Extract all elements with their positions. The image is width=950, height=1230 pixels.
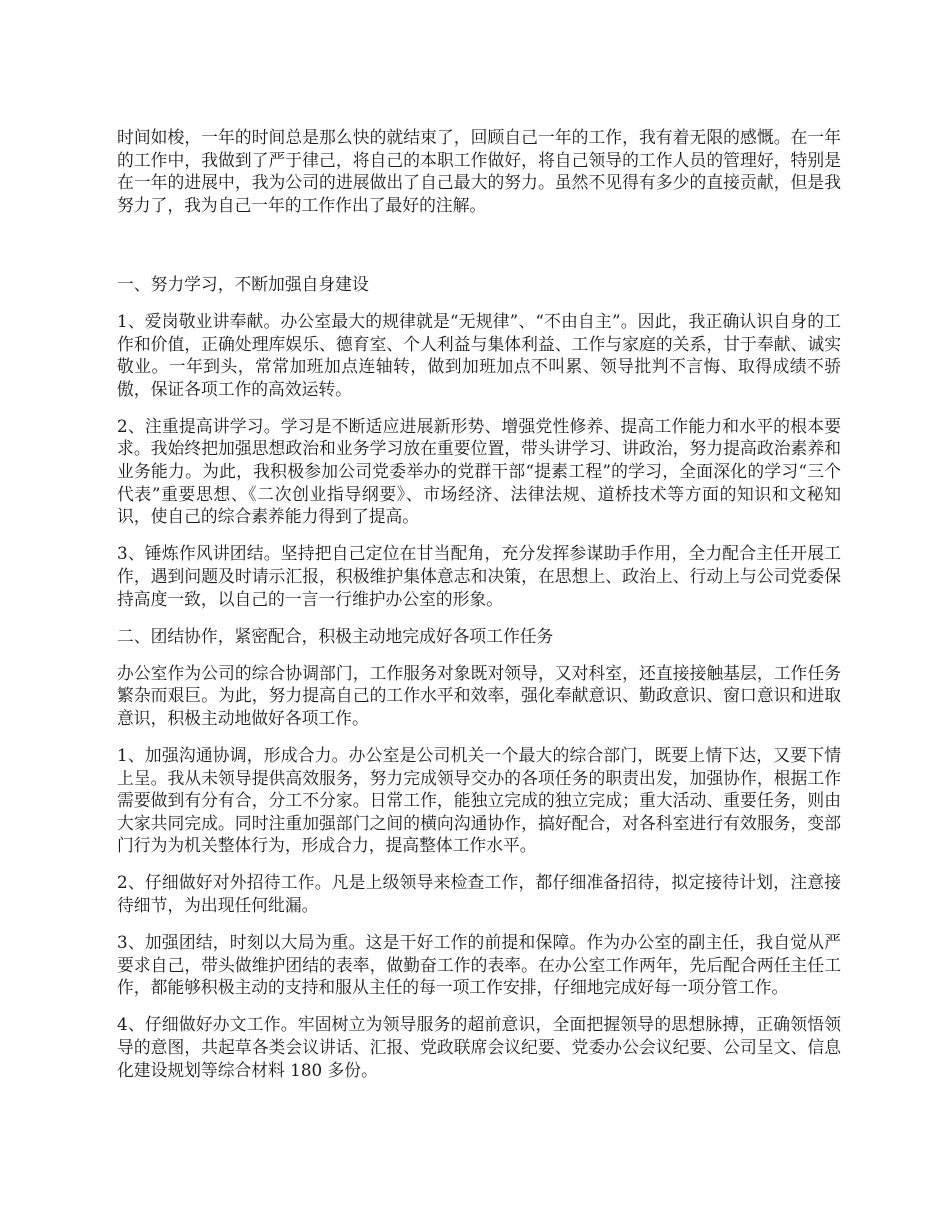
document-page [117, 126, 841, 1096]
section-spacer [117, 231, 841, 273]
section1-paragraph-2: 2、注重提高讲学习。学习是不断适应进展新形势、增强党性修养、提高工作能力和水平的根本要求。我始终把加强思想政治和业务学习放在重要位置，带头讲学习、讲政治，努力提高政治素养和业务能力。为此，我积极参加公司党委举办的党群干部“提素工程”的学习，全面深化的学习“三个代表”重要思想、《二次创业指导纲要》、市场经济、法律法规、道桥技术等方面的知识和文秘知识，使自己的综合素养能力得到了提高。 [117, 415, 841, 527]
section2-intro-paragraph: 办公室作为公司的综合协调部门，工作服务对象既对领导，又对科室，还直接接触基层，工作任务繁杂而艰巨。为此，努力提高自己的工作水平和效率，强化奉献意识、勤政意识、窗口意识和进取意识，积极主动地做好各项工作。 [117, 662, 841, 728]
section2-paragraph-3: 3、加强团结，时刻以大局为重。这是干好工作的前提和保障。作为办公室的副主任，我自觉从严要求自己，带头做维护团结的表率，做勤奋工作的表率。在办公室工作两年，先后配合两任主任工作，都能够积极主动的支持和服从主任的每一项工作安排，仔细地完成好每一项分管工作。 [117, 932, 841, 998]
section2-paragraph-2: 2、仔细做好对外招待工作。凡是上级领导来检查工作，都仔细准备招待，拟定接待计划，注意接待细节，为出现任何纰漏。 [117, 872, 841, 916]
section2-paragraph-1: 1、加强沟通协调，形成合力。办公室是公司机关一个最大的综合部门，既要上情下达，又要下情上呈。我从未领导提供高效服务，努力完成领导交办的各项任务的职责出发，加强协作，根据工作需要做到有分有合，分工不分家。日常工作，能独立完成的独立完成；重大活动、重要任务，则由大家共同完成。同时注重加强部门之间的横向沟通协作，搞好配合，对各科室进行有效服务，变部门行为为机关整体行为，形成合力，提高整体工作水平。 [117, 744, 841, 856]
section2-heading: 二、团结协作，紧密配合，积极主动地完成好各项工作任务 [117, 625, 554, 646]
intro-paragraph: 时间如梭，一年的时间总是那么快的就结束了，回顾自己一年的工作，我有着无限的感慨。在一年的工作中，我做到了严于律己，将自己的本职工作做好，将自己领导的工作人员的管理好，特别是在一年的进展中，我为公司的进展做出了自己最大的努力。虽然不见得有多少的直接贡献，但是我努力了，我为自己一年的工作作出了最好的注解。 [117, 127, 841, 215]
section1-paragraph-3: 3、锤炼作风讲团结。坚持把自己定位在甘当配角，充分发挥参谋助手作用，全力配合主任开展工作，遇到问题及时请示汇报，积极维护集体意志和决策，在思想上、政治上、行动上与公司党委保持高度一致，以自己的一言一行维护办公室的形象。 [117, 543, 841, 609]
section1-heading: 一、努力学习，不断加强自身建设 [117, 273, 369, 294]
section1-paragraph-1: 1、爱岗敬业讲奉献。办公室最大的规律就是“无规律”、“不由自主”。因此，我正确认识自身的工作和价值，正确处理库娱乐、德育室、个人利益与集体利益、工作与家庭的关系，甘于奉献、诚实敬业。一年到头，常常加班加点连轴转，做到加班加点不叫累、领导批判不言悔、取得成绩不骄傲，保证各项工作的高效运转。 [117, 310, 841, 399]
section2-paragraph-4: 4、仔细做好办文工作。牢固树立为领导服务的超前意识，全面把握领导的思想脉搏，正确领悟领导的意图，共起草各类会议讲话、汇报、党政联席会议纪要、党委办公会议纪要、公司呈文、信息化建设规划等综合材料 180 多份。 [117, 1014, 841, 1080]
